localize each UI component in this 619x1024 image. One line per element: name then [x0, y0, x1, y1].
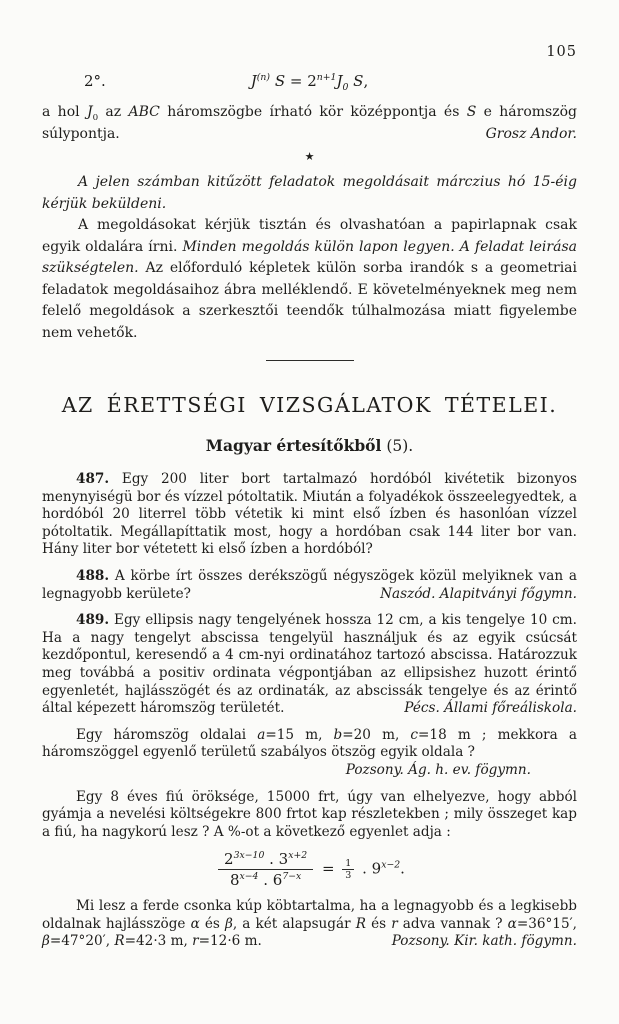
- case-2-formula-line: [42, 72, 577, 94]
- problem-cone-attribution: Pozsony. Kir. kath. fögymn.: [391, 933, 577, 950]
- recurrence-formula: $J^{(n)}$ $S = 2^{n+1}J_0$ S,: [250, 72, 369, 93]
- subtitle-source: Magyar értesítőkből: [205, 436, 382, 455]
- problem-488-paragraph: [42, 568, 577, 603]
- problem-487-paragraph: [42, 471, 577, 559]
- page-content: [0, 72, 619, 951]
- author-attribution: Grosz Andor.: [485, 125, 577, 142]
- problem-pentagon-paragraph: [42, 727, 577, 762]
- notice-deadline-paragraph: A jelen számban kitűzött feladatok megoldásait márczius hó 15-éig kérjük beküldeni.: [42, 174, 577, 212]
- section-subtitle: [42, 436, 577, 455]
- problem-cone-paragraph: [42, 898, 577, 951]
- percentage-equation: $\frac{2^{3x-10} . 3^{x+2}}{8^{x-4} . 6^{7-x}}$ = $\frac{1}{3}$ . $9^{x-2}$.: [42, 850, 577, 889]
- problem-cone-text: Mi lesz a ferde csonka kúp köbtartalma, ha a legnagyobb és a legkisebb oldalnak hajlásszöge α és β, a két alapsugár R és r adva vannak ? α=36°15′, β=47°20′, R=42·3 m, r=12·6 m.: [42, 898, 578, 950]
- problem-489-paragraph: [42, 612, 577, 718]
- section-separator-star: ★: [304, 150, 315, 163]
- notice-rules-paragraph: A megoldásokat kérjük tisztán és olvashatóan a papirlapnak csak egyik oldalára írni. Minden megoldás külön lapon legyen. A feladat leirása szükségtelen. Az előforduló képletek külön sorba irandók s a geometriai feladatok megoldásaihoz ábra melléklendő. E követelményeknek meg nem felelő megoldások a szerkesztői teendők túlhalmozása miatt figyelembe nem vehetők.: [42, 217, 577, 341]
- problem-489-attribution: Pécs. Állami főreáliskola.: [404, 700, 577, 717]
- page-number: 105: [546, 44, 577, 60]
- problem-inheritance-text: Egy 8 éves fiú öröksége, 15000 frt, úgy van elhelyezve, hogy abból gyámja a nevelési költségekre 800 frtot kap részletekben ; mily összeget kap a fiú, ha nagykorú lesz ? A %-ot a következő egyenlet adja :: [42, 788, 577, 840]
- problem-pentagon-attribution: Pozsony. Ág. h. ev. fögymn.: [345, 761, 531, 778]
- problem-inheritance-paragraph: [42, 789, 577, 842]
- section-divider-rule: [266, 360, 354, 361]
- section-title: AZ ÉRETTSÉGI VIZSGÁLATOK TÉTELEI.: [61, 393, 558, 417]
- problem-488-attribution: Naszód. Alapitványi főgymn.: [380, 585, 577, 602]
- problem-488-text: 488. A körbe írt összes derékszögű négyszögek közül melyiknek van a legnagyobb kerülete?: [42, 567, 577, 602]
- case-label: 2°.: [84, 72, 106, 90]
- problem-489-text: 489. Egy ellipsis nagy tengelyének hossza 12 cm, a kis tengelye 10 cm. Ha a nagy tengelyt abscissa tengelyül használjuk és az egyik csúcsát kezdőpontul, keresendő a 4 cm-nyi ordinatához tartozó abscissa. Határozzuk meg továbbá a positiv ordinata végpontjában az ellipsishez huzott érintő egyenletét, hajlásszögét és az ordinaták, az abscissák tengelye és az érintő által képezett háromszög területét.: [42, 612, 577, 717]
- solution-closing-paragraph: [42, 102, 577, 145]
- problem-pentagon-text: Egy háromszög oldalai a=15 m, b=20 m, c=18 m ; mekkora a háromszöggel egyenlő területű szabályos ötszög egyik oldala ?: [42, 726, 577, 761]
- subtitle-number: (5).: [381, 437, 414, 455]
- solution-closing-text: a hol $J_0$ az ABC háromszögbe írható kör középpontja és S e háromszög súlypontja.: [42, 104, 577, 142]
- problem-487-text: 487. Egy 200 liter bort tartalmazó hordóból kivétetik bizonyos menynyiségü bor és vízzel pótoltatik. Miután a folyadékok összeelegyedtek, a hordóból 20 literrel több vétetik ki mint első ízben és hasonlóan vízzel pótoltatik. Megállapíttatik most, hogy a hordóban csak 144 liter bor van. Hány liter bor vétetett ki első ízben a hordóból?: [42, 471, 577, 558]
